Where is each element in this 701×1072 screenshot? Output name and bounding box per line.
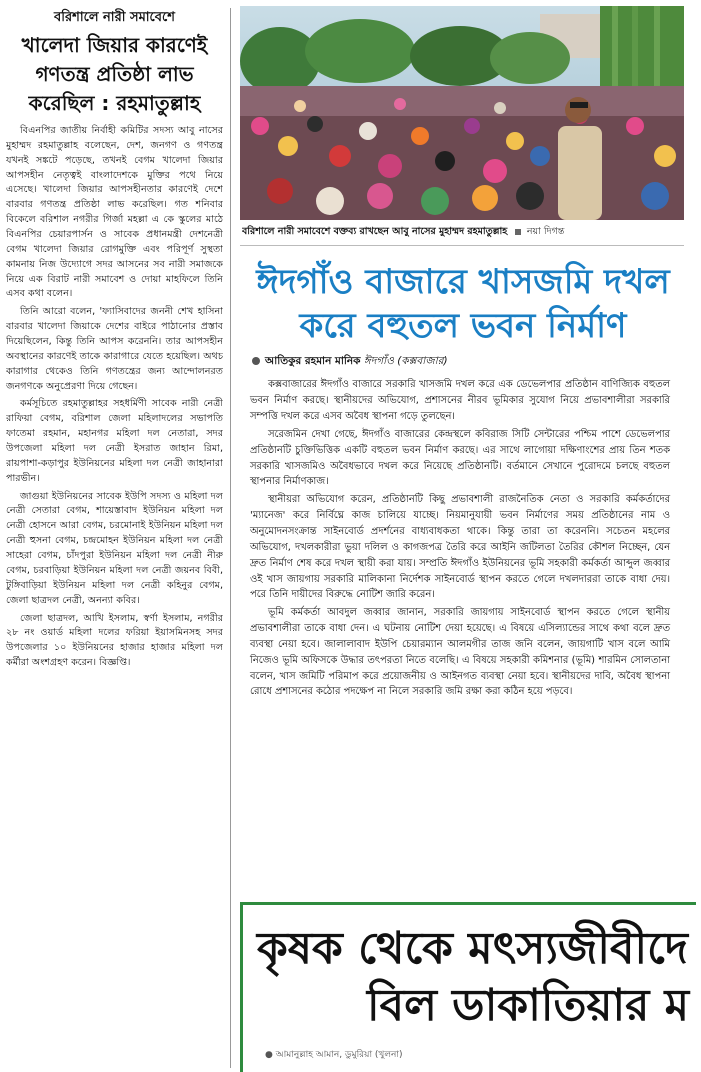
main-article-body (250, 377, 670, 700)
bullet-icon (252, 357, 260, 365)
author-name: আতিকুর রহমান মানিক (265, 355, 361, 368)
teaser-headline-line2: বিল ডাকাতিয়ার ম (367, 979, 690, 1031)
main-paragraph: সরেজমিন দেখা গেছে, ঈদগাঁও বাজারের কেন্দ্রস্থলে কবিরাজ সিটি সেন্টারের পশ্চিম পাশে ডেভেলপার প্রতিষ্ঠানটি চুক্তিভিত্তিক একটি বহুতল ভবন নির্মাণ করছে। এর সাথে লাগোয়া দক্ষিণাংশের প্রায় তিন শতক সরকারি খাসজমিও অবৈধভাবে দখল করে নিয়েছে প্রতিষ্ঠানটি। বর্তমানে সেখানে পুরোদমে চলছে বহুতল স্থাপনার নির্মাণকাজ। (250, 428, 670, 488)
left-paragraph: জেলা ছাত্রদল, আখি ইসলাম, স্বর্ণা ইসলাম, নগরীর ২৮ নং ওয়ার্ড মহিলা দলের ফরিয়া ইয়াসমিনসহ সদর উপজেলার ১০ ইউনিয়নের হাজার হাজার মহিলা দল কর্মীরা অংশগ্রহণ করেন। বিজ্ঞপ্তি। (6, 612, 223, 669)
byline (252, 354, 696, 371)
left-kicker: বরিশালে নারী সমাবেশে (54, 10, 175, 25)
rally-photo-illustration (240, 6, 684, 220)
photo-credit: নয়া দিগন্ত (526, 226, 565, 237)
rally-photo (240, 6, 684, 220)
teaser-byline: ● আমানুল্লাহ আমান, ডুমুরিয়া (খুলনা) (265, 1049, 403, 1060)
right-column (240, 6, 696, 1072)
main-paragraph: স্থানীয়রা অভিযোগ করেন, প্রতিষ্ঠানটি কিছু প্রভাবশালী রাজনৈতিক নেতা ও সরকারি কর্মকর্তাদের 'ম্যানেজ' করে নির্বিঘ্নে কাজ চালিয়ে যাচ্ছে। নিয়মানুযায়ী ভবন নির্মাণের সময় প্রতিষ্ঠানের নাম ও অনুমোদনসংক্রান্ত সাইনবোর্ড প্রদর্শনের বাধ্যবাধকতা থাকে। কিন্তু তারা তা করেননি। সচেতন মহলের অভিযোগ, দখলকারীরা ভুয়া দলিল ও কাগজপত্র তৈরি করে আইনি জটিলতা তৈরির কৌশল নিচ্ছেন, যেন দ্রুত নির্মাণ শেষ করে দখল স্থায়ী করা যায়। সম্প্রতি ঈদগাঁও ইউনিয়নের ভূমি সহকারী কর্মকর্তা আব্দুল জব্বার ওই খাস জায়গায় সরকারি মালিকানা নির্দেশক সাইনবোর্ড স্থাপন করতে গেলে দখলদাররা তাকে বাধা দেয়। পরে তিনি দায়ীদের বিরুদ্ধে নোটিশ জারি করেন। (250, 494, 670, 601)
left-paragraph: তিনি আরো বলেন, 'ফ্যাসিবাদের জননী শেখ হাসিনা বারবার খালেদা জিয়াকে দেশের বাইরে পাঠানোর প্রস্তাব দিয়েছিলেন, কিন্তু তিনি আপস করেননি। তার আপসহীন অবস্থানের কারণেই তাকে কারাগারে যেতে হয়েছিল। অথচ কারাগার থেকেও তিনি গণতন্ত্রের জন্য আন্দোলনরত জনগণকে অনুপ্রেরণা দিয়ে গেছেন। (6, 306, 223, 392)
left-headline: খালেদা জিয়ার কারণেই গণতন্ত্র প্রতিষ্ঠা লাভ করেছিল : রহমাতুল্লাহ (21, 33, 208, 115)
teaser-box (240, 902, 696, 1072)
square-bullet-icon (515, 229, 521, 235)
left-article-body (6, 124, 223, 671)
photo-caption (242, 225, 686, 240)
column-divider (230, 8, 231, 1068)
dateline-location: ঈদগাঁও (কক্সবাজার) (363, 355, 448, 368)
teaser-headline-line1: কৃষক থেকে মৎস্যজীবীদে (257, 923, 688, 974)
caption-rule (240, 245, 684, 246)
left-paragraph: কর্মসূচিতে রহমাতুল্লাহর সহধর্মিণী সাবেক নারী নেত্রী রাফিয়া বেগম, বরিশাল জেলা মহিলাদলের সভাপতি ফাতেমা রহমান, মহানগর মহিলা দল নেতারা, সদর উপজেলা মহিলা দল নেত্রী ইসরাত জাহান রিমা, রায়পাশা-কড়াপুর ইউনিয়নের মহিলা দল নেত্রী জাহানারা পারভীন। (6, 398, 223, 484)
main-headline: ঈদগাঁও বাজারে খাসজমি দখল করে বহুতল ভবন নির্মাণ (256, 262, 670, 347)
photo-caption-text: বরিশালে নারী সমাবেশে বক্তব্য রাখছেন আবু নাসের মুহাম্মদ রহমাতুল্লাহ (242, 226, 508, 237)
main-paragraph: ভূমি কর্মকর্তা আবদুল জব্বার জানান, সরকারি জায়গায় সাইনবোর্ড স্থাপন করতে গেলে স্থানীয় প্রভাবশালীরা তাকে বাধা দেন। এ ঘটনায় নোটিশ দেয়া হয়েছে। এ বিষয়ে এসিল্যান্ডের সাথে কথা বলে দ্রুত ব্যবস্থা নেয়া হবে। জালালাবাদ ইউপি চেয়ারম্যান আলমগীর তাজ জনি বলেন, জায়গাটি খাস বলে আমি নিজেও ভূমি অফিসকে উদ্ধার তৎপরতা নিতে বলেছি। এ বিষয়ে সহকারী কমিশনার (ভূমি) শারমিন সোলতানা বলেন, খাস জমিটি পরিমাপ করে প্রয়োজনীয় ও আইনগত ব্যবস্থা নেয়া হবে। স্থানীয়দের দাবি, অবৈধ স্থাপনা রোধে প্রশাসনের কঠোর পদক্ষেপ না নিলে সরকারি জমি রক্ষা করা কঠিন হয়ে পড়বে। (250, 607, 670, 698)
left-article (6, 8, 223, 1068)
main-paragraph: কক্সবাজারের ঈদগাঁও বাজারে সরকারি খাসজমি দখল করে এক ডেভেলপার প্রতিষ্ঠান বাণিজ্যিক বহুতল ভবন নির্মাণ করছে। স্থানীয়দের অভিযোগ, প্রশাসনের নীরব ভূমিকার সুযোগ নিয়ে প্রভাবশালীরা সরকারি সম্পত্তি দখল করে এসব অবৈধ স্থাপনা গড়ে তুলছেন। (250, 379, 670, 423)
left-paragraph: জাগুয়া ইউনিয়নের সাবেক ইউপি সদস্য ও মহিলা দল নেত্রী সেতারা বেগম, শায়েস্তাবাদ ইউনিয়ন মহিলা দল নেত্রী হোসনে আরা বেগম, চরমোনাই ইউনিয়ন মহিলা দল নেত্রী হুসনা বেগম, চন্দ্রমোহন ইউনিয়ন মহিলা দল নেত্রী সাহেরা বেগম, চাঁদপুরা ইউনিয়ন মহিলা দল নেত্রী নীরু বেগম, চরবাড়িয়া ইউনিয়ন মহিলা দল নেত্রী জয়নব বিবী, টুঙ্গিবাড়িয়া ইউনিয়ন মহিলা দল নেত্রী কহিনুর বেগম, জেলা ছাত্রদল নেত্রী, অনন্যা কবির। (6, 490, 223, 606)
left-paragraph: বিএনপির জাতীয় নির্বাহী কমিটির সদস্য আবু নাসের মুহাম্মদ রহমাতুল্লাহ বলেছেন, দেশ, জনগণ ও গণতন্ত্র যখনই সঙ্কটে পড়েছে, তখনই বেগম খালেদা জিয়ার আপসহীন নেতৃত্বই বাংলাদেশকে মুক্তির পথে নিয়ে এসেছে। খালেদা জিয়ার আপসহীনতার কারণেই দেশে বারবার গণতন্ত্র প্রতিষ্ঠা লাভ করেছিল। গত শনিবার বিকেলে বরিশাল নগরীর গির্জা মহল্লা এ কে স্কুলের মাঠে বিএনপির চেয়ারপার্সন ও সাবেক প্রধানমন্ত্রী দেশনেত্রী বেগম খালেদা জিয়ার রোগমুক্তি এবং পরিপূর্ণ সুস্থতা কামনায় নিজ উদ্যোগে সদর আসনের সব নারী সমাজকে নিয়ে এক বিরাট নারী সমাবেশ ও দোয়া মাহফিলে তিনি এসব কথা বলেন। (6, 125, 223, 300)
